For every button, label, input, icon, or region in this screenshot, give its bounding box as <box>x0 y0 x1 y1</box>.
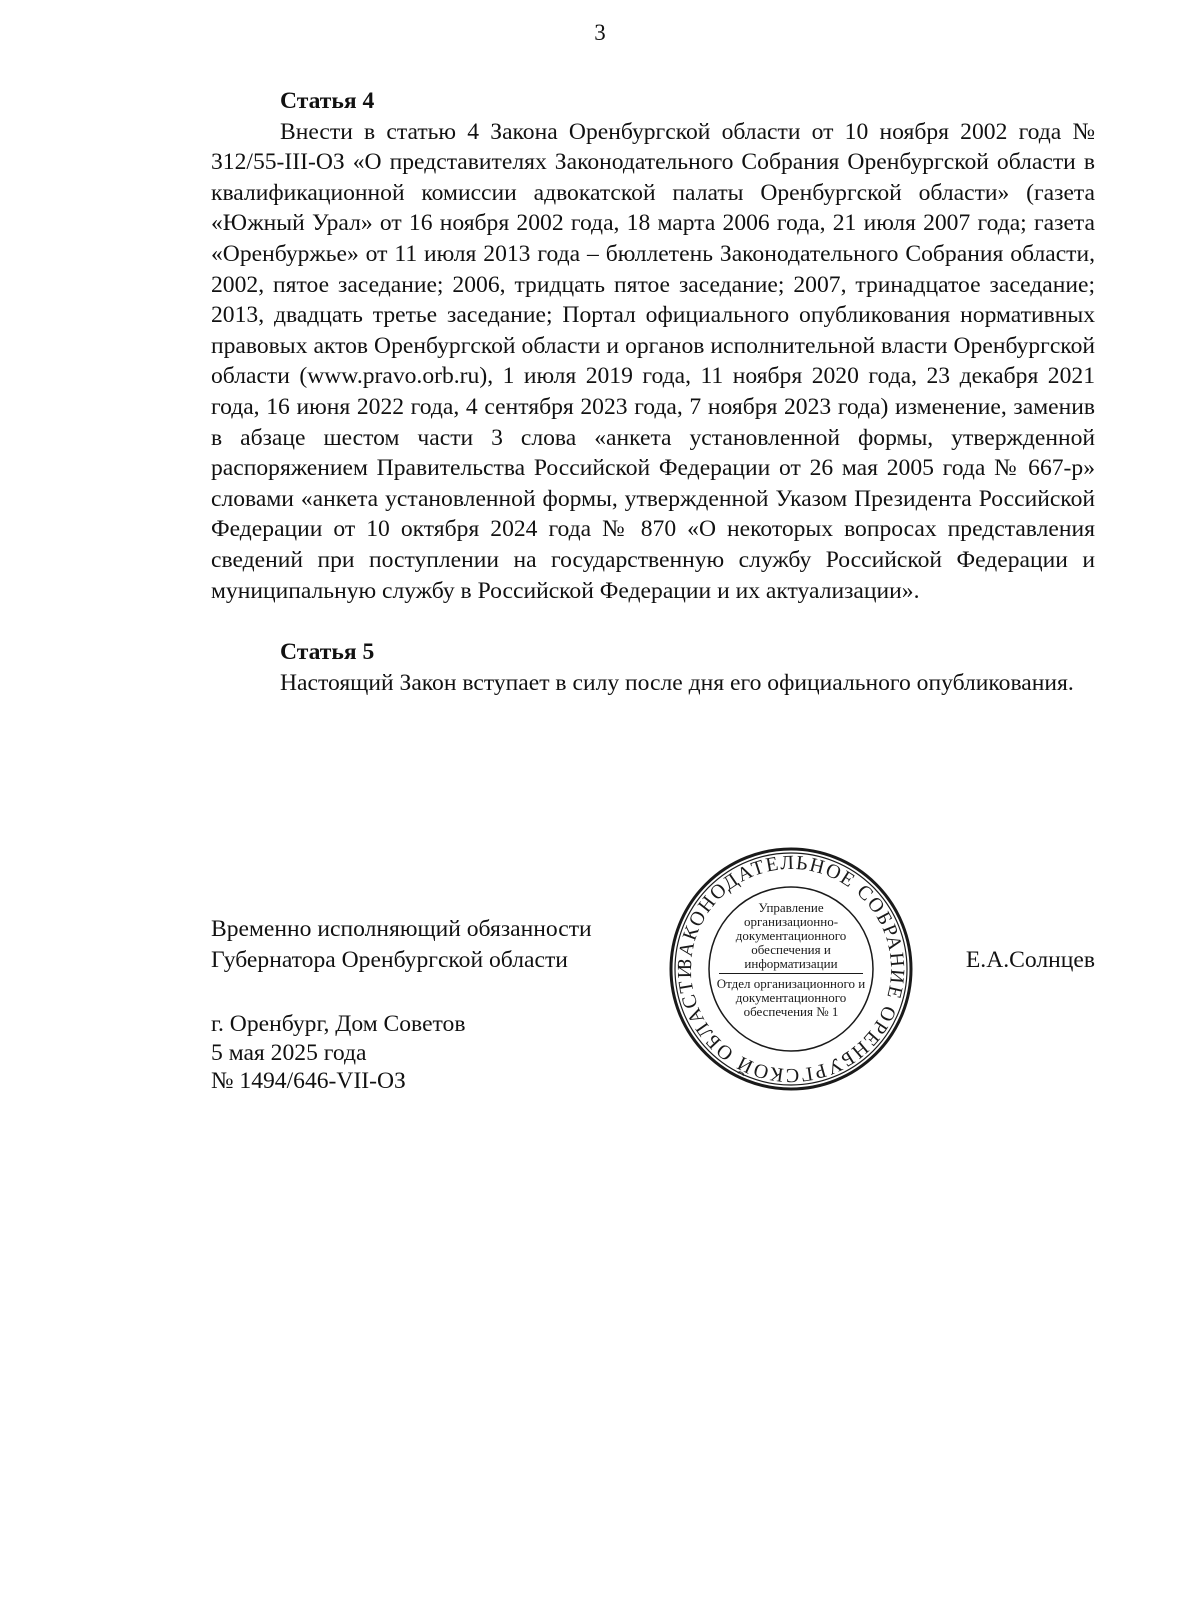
document-body <box>211 86 1095 698</box>
signing-place: г. Оренбург, Дом Советов <box>211 1011 466 1037</box>
article-4-text: Внести в статью 4 Закона Оренбургской области от 10 ноября 2002 года № 312/55-III-ОЗ «О представителях Законодательного Собрания Оренбургской области в квалификационной комиссии адвокатской палаты Оренбургской области» (газета «Южный Урал» от 16 ноября 2002 года, 18 марта 2006 года, 21 июля 2007 года; газета «Оренбуржье» от 11 июля 2013 года – бюллетень Законодательного Собрания области, 2002, пятое заседание; 2006, тридцать пятое заседание; 2007, тринадцатое заседание; 2013, двадцать третье заседание; Портал официального опубликования нормативных правовых актов Оренбургской области и органов исполнительной власти Оренбургской области (www.pravo.orb.ru), 1 июля 2019 года, 11 ноября 2020 года, 23 декабря 2021 года, 16 июня 2022 года, 4 сентября 2023 года, 7 ноября 2023 года) изменение, заменив в абзаце шестом части 3 слова «анкета установленной формы, утвержденной распоряжением Правительства Российской Федерации от 26 мая 2005 года № 667-р» словами «анкета установленной формы, утвержденной Указом Президента Российской Федерации от 10 октября 2024 года № 870 «О некоторых вопросах представления сведений при поступлении на государственную службу Российской Федерации и муниципальную службу в Российской Федерации и их актуализации». <box>211 118 1095 604</box>
place-date-block <box>211 1010 465 1096</box>
page-number: 3 <box>594 20 606 45</box>
law-number: № 1494/646-VII-ОЗ <box>211 1068 406 1094</box>
official-seal <box>667 845 915 1093</box>
signatory-position-line2: Губернатора Оренбургской области <box>211 947 568 973</box>
signatory-position <box>211 914 592 976</box>
seal-department: Управление организационно-документационного обеспечения и информатизации <box>735 900 847 971</box>
seal-ring-text: ЗАКОНОДАТЕЛЬНОЕ СОБРАНИЕ ОРЕНБУРГСКОЙ ОБЛАСТИ <box>673 851 909 1087</box>
article-5-text: Настоящий Закон вступает в силу после дня его официального опубликования. <box>280 669 1074 696</box>
article-5-title: Статья 5 <box>280 639 375 666</box>
seal-section: Отдел организационного и документационного обеспечения № 1 <box>716 976 866 1019</box>
seal-center <box>711 889 871 1049</box>
article-gap <box>211 606 1095 637</box>
signatory-position-line1: Временно исполняющий обязанности <box>211 916 592 942</box>
article-4-title: Статья 4 <box>280 88 375 114</box>
signing-date: 5 мая 2025 года <box>211 1039 367 1066</box>
seal-divider <box>719 973 863 974</box>
signatory-name: Е.А.Солнцев <box>965 947 1095 973</box>
